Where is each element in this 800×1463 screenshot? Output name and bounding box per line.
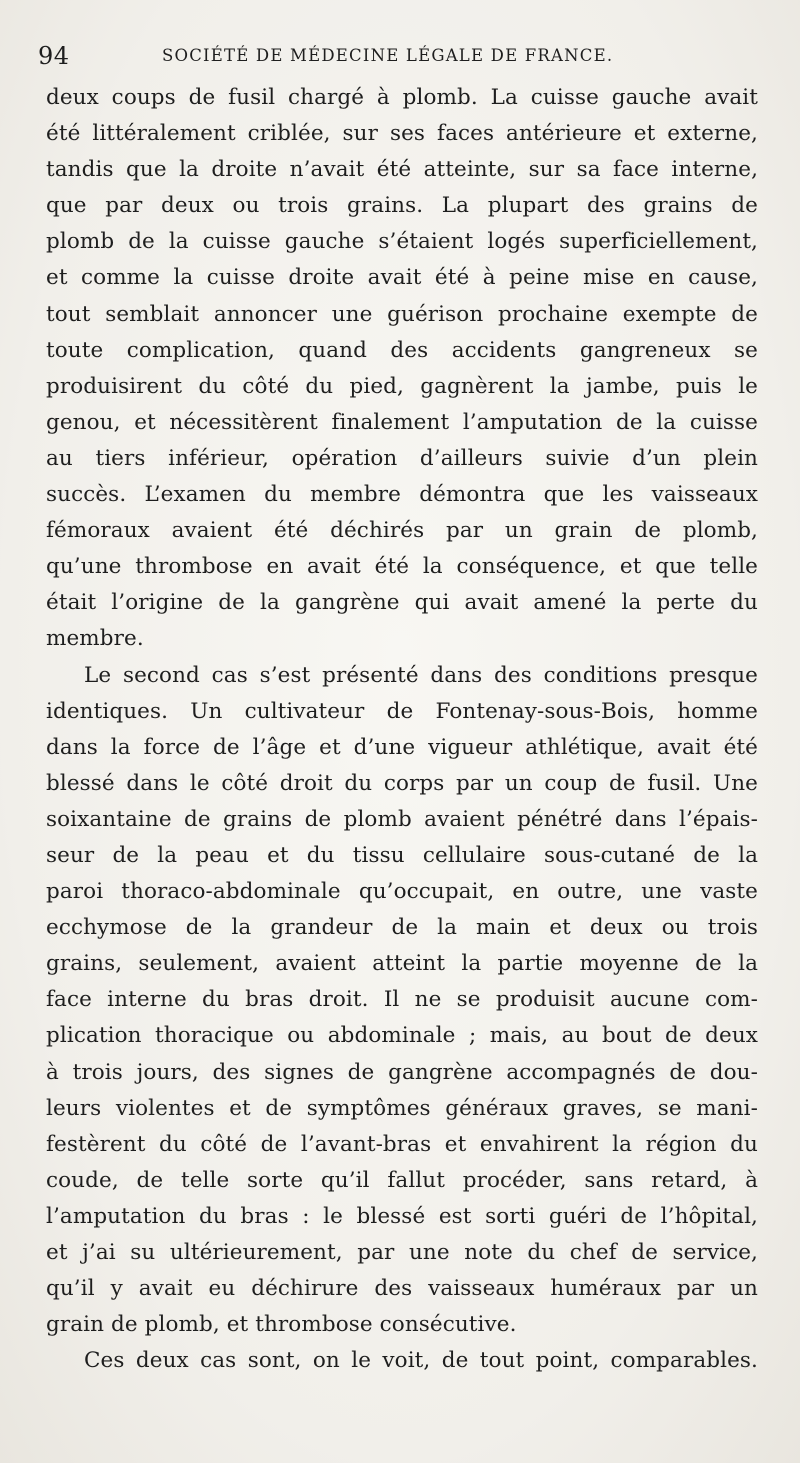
- text-line: tout semblait annoncer une guérison prochaine exempte de: [46, 301, 758, 327]
- text-line: genou, et nécessitèrent finalement l’amputation de la cuisse: [46, 409, 758, 435]
- text-line: deux coups de fusil chargé à plomb. La cuisse gauche avait: [46, 85, 758, 110]
- paragraph-first-line: Ces deux cas sont, on le voit, de tout point, comparables.: [84, 1348, 758, 1374]
- text-line: fémoraux avaient été déchirés par un grain de plomb,: [46, 518, 758, 544]
- text-line: soixantaine de grains de plomb avaient pénétré dans l’épais-: [46, 806, 758, 832]
- page-number: 94: [38, 42, 70, 70]
- text-line: blessé dans le côté droit du corps par un coup de fusil. Une: [46, 770, 758, 796]
- text-line: qu’il y avait eu déchirure des vaisseaux huméraux par un: [46, 1276, 758, 1302]
- text-line: au tiers inférieur, opération d’ailleurs suivie d’un plein: [46, 445, 758, 471]
- text-line: leurs violentes et de symptômes généraux graves, se mani-: [46, 1095, 758, 1121]
- text-line: qu’une thrombose en avait été la conséquence, et que telle: [46, 554, 758, 580]
- text-line: face interne du bras droit. Il ne se produisit aucune com-: [46, 987, 758, 1013]
- text-line: et comme la cuisse droite avait été à peine mise en cause,: [46, 265, 758, 291]
- text-line: été littéralement criblée, sur ses faces antérieure et externe,: [46, 121, 758, 147]
- text-line: plomb de la cuisse gauche s’étaient logés superficiellement,: [46, 229, 758, 255]
- text-line: grains, seulement, avaient atteint la partie moyenne de la: [46, 951, 758, 977]
- text-line: toute complication, quand des accidents gangreneux se: [46, 337, 758, 363]
- body-text: [46, 80, 758, 1379]
- page-header: [30, 42, 770, 72]
- running-title: SOCIÉTÉ DE MÉDECINE LÉGALE DE FRANCE.: [162, 46, 614, 65]
- text-line: seur de la peau et du tissu cellulaire sous-cutané de la: [46, 842, 758, 868]
- text-line: coude, de telle sorte qu’il fallut procéder, sans retard, à: [46, 1167, 758, 1193]
- text-line: paroi thoraco-abdominale qu’occupait, en outre, une vaste: [46, 879, 758, 905]
- text-line: à trois jours, des signes de gangrène accompagnés de dou-: [46, 1059, 758, 1085]
- text-line: dans la force de l’âge et d’une vigueur athlétique, avait été: [46, 734, 758, 760]
- text-line: membre.: [46, 626, 144, 652]
- text-line: grain de plomb, et thrombose consécutive.: [46, 1312, 517, 1338]
- paragraph-first-line: Le second cas s’est présenté dans des conditions presque: [84, 662, 758, 688]
- text-line: l’amputation du bras : le blessé est sorti guéri de l’hôpital,: [46, 1203, 758, 1229]
- text-line: ecchymose de la grandeur de la main et deux ou trois: [46, 915, 758, 941]
- text-line: était l’origine de la gangrène qui avait amené la perte du: [46, 590, 758, 616]
- text-line: et j’ai su ultérieurement, par une note du chef de service,: [46, 1240, 758, 1265]
- text-line: succès. L’examen du membre démontra que les vaisseaux: [46, 482, 758, 508]
- text-line: identiques. Un cultivateur de Fontenay-sous-Bois, homme: [46, 698, 758, 724]
- text-line: que par deux ou trois grains. La plupart des grains de: [46, 193, 758, 219]
- text-line: festèrent du côté de l’avant-bras et envahirent la région du: [46, 1131, 758, 1157]
- text-line: plication thoracique ou abdominale ; mais, au bout de deux: [46, 1023, 758, 1049]
- text-line: tandis que la droite n’avait été atteinte, sur sa face interne,: [46, 157, 758, 183]
- text-line: produisirent du côté du pied, gagnèrent la jambe, puis le: [46, 373, 758, 399]
